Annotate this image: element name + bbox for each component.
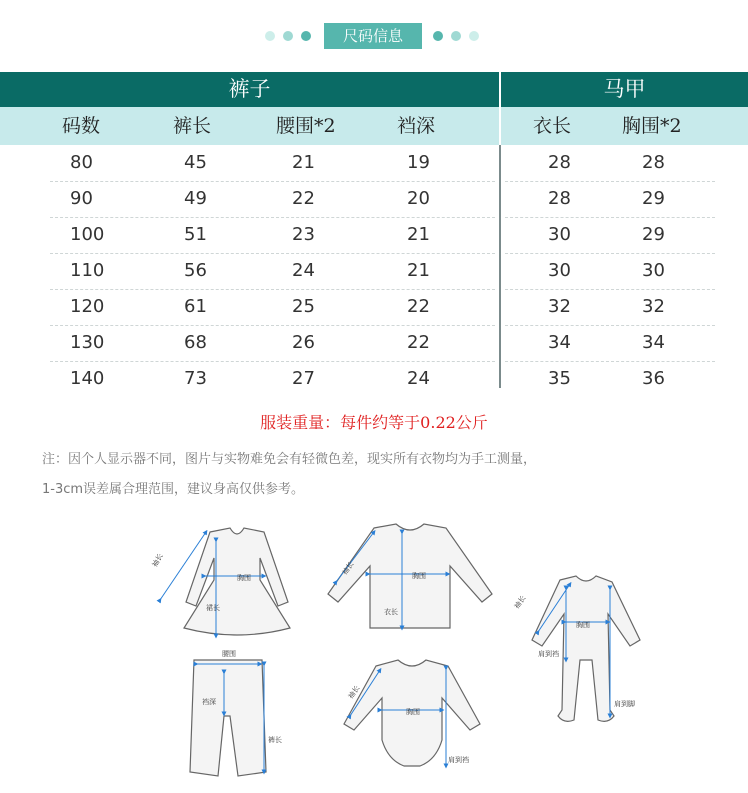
decor-dot [265,31,275,41]
label-chest-4: 胸围 [406,708,420,716]
section-header [0,22,748,50]
table-cell: 29 [642,224,665,245]
table-cell: 32 [548,296,571,317]
group-divider-top [499,72,501,145]
table-cell: 20 [407,188,430,209]
label-sleeve-4: 袖长 [346,684,362,701]
label-sleeve-3: 袖长 [512,594,528,611]
table-cell: 51 [184,224,207,245]
label-chest-1: 胸围 [237,574,251,582]
table-cell: 21 [292,152,315,173]
table-cell: 24 [292,260,315,281]
column-header-pants-length: 裤长 [173,115,212,137]
table-row [0,361,748,397]
table-cell: 21 [407,224,430,245]
label-pants-length: 裤长 [268,736,282,744]
table-cell: 21 [407,260,430,281]
column-header-crotch: 裆深 [397,115,436,137]
table-cell: 35 [548,368,571,389]
table-cell: 49 [184,188,207,209]
table-cell: 80 [70,152,93,173]
top-illustration [328,524,492,628]
table-cell: 100 [70,224,105,245]
column-header-top-length: 衣长 [533,115,572,137]
table-cell: 140 [70,368,105,389]
table-cell: 26 [292,332,315,353]
table-cell: 30 [642,260,665,281]
table-cell: 28 [548,188,571,209]
group-header-vest: 马甲 [501,72,748,107]
measurement-diagram [140,510,635,790]
group-header-pants: 裤子 [0,72,499,107]
table-cell: 61 [184,296,207,317]
label-sleeve-2: 袖长 [340,560,356,577]
table-row [0,253,748,289]
table-cell: 68 [184,332,207,353]
table-cell: 30 [548,260,571,281]
table-cell: 130 [70,332,105,353]
measurement-illustrations [140,510,635,790]
table-row [0,181,748,217]
decor-dot [301,31,311,41]
table-cell: 32 [642,296,665,317]
table-cell: 36 [642,368,665,389]
label-chest-3: 胸围 [576,621,590,629]
table-cell: 34 [642,332,665,353]
label-shoulder-crotch: 肩到裆 [538,650,559,658]
pants-illustration [190,660,266,776]
table-cell: 19 [407,152,430,173]
table-cell: 34 [548,332,571,353]
table-cell: 27 [292,368,315,389]
column-header-size: 码数 [62,115,101,137]
decor-dot [469,31,479,41]
table-cell: 28 [548,152,571,173]
table-cell: 28 [642,152,665,173]
label-chest-2: 胸围 [412,572,426,580]
table-row [0,325,748,361]
column-header-chest: 胸围*2 [622,115,682,137]
table-cell: 30 [548,224,571,245]
table-cell: 29 [642,188,665,209]
table-cell: 73 [184,368,207,389]
table-cell: 24 [407,368,430,389]
column-header-waist: 腰围*2 [276,115,336,137]
table-cell: 45 [184,152,207,173]
table-cell: 22 [407,296,430,317]
table-cell: 25 [292,296,315,317]
label-sleeve-1: 袖长 [150,552,165,569]
label-skirt-length: 裙长 [206,604,220,612]
garment-weight: 服装重量：每件约等于0.22公斤 [260,413,488,432]
label-top-length: 衣长 [384,608,398,616]
table-cell: 120 [70,296,105,317]
table-cell: 23 [292,224,315,245]
table-cell: 90 [70,188,93,209]
table-row [0,145,748,181]
decor-dot [283,31,293,41]
note-line-1: 注：因个人显示器不同，图片与实物难免会有轻微色差，现实所有衣物均为手工测量， [42,452,537,467]
note-line-2: 1-3cm误差属合理范围，建议身高仅供参考。 [42,482,305,497]
table-cell: 110 [70,260,105,281]
decor-dot [433,31,443,41]
decor-dot [451,31,461,41]
label-crotch: 裆深 [202,698,216,706]
table-cell: 22 [292,188,315,209]
table-row [0,289,748,325]
table-cell: 56 [184,260,207,281]
label-waist: 腰围 [222,650,236,658]
label-shoulder-crotch-2: 肩到裆 [448,756,469,764]
section-title: 尺码信息 [324,23,422,49]
table-row [0,217,748,253]
table-cell: 22 [407,332,430,353]
label-shoulder-foot: 肩到脚 [614,700,635,708]
